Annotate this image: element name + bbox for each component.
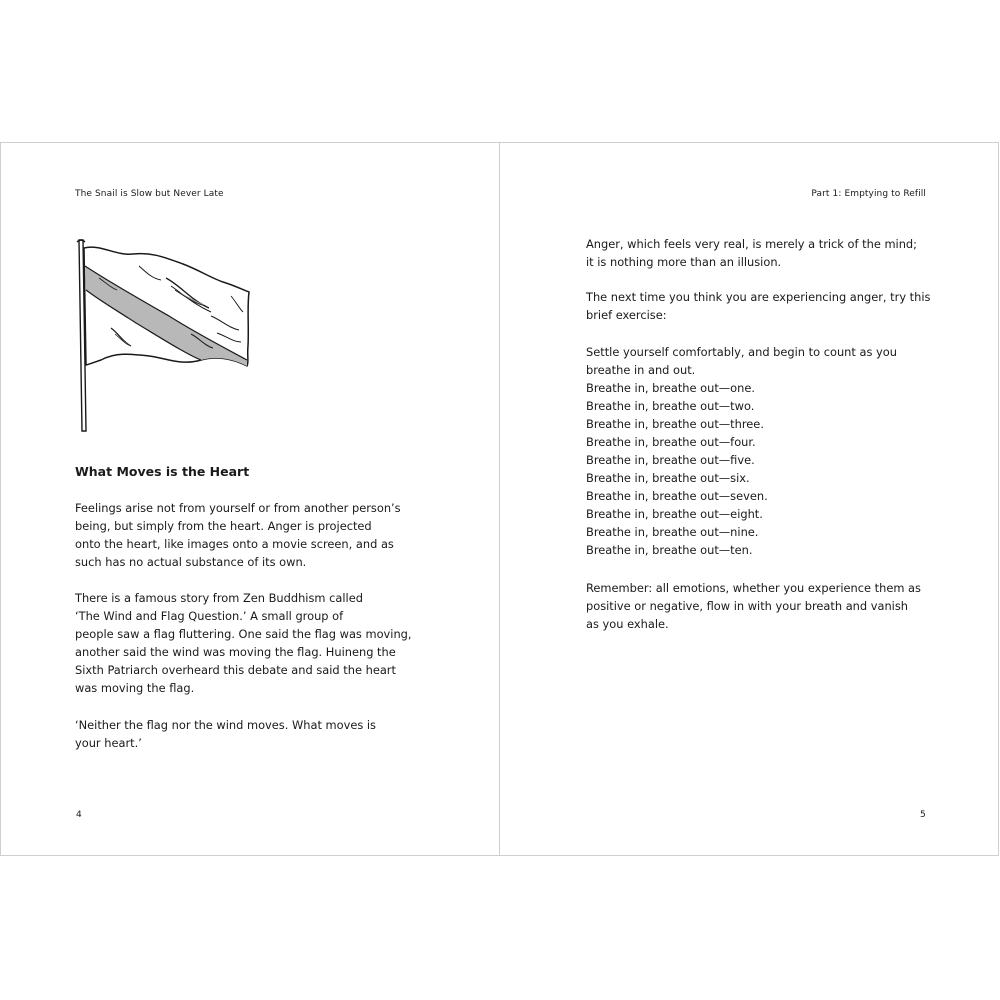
book-spread — [0, 142, 999, 856]
text-line: such has no actual substance of its own. — [75, 555, 307, 569]
right-paragraph-2 — [586, 288, 930, 324]
text-line: Breathe in, breathe out—eight. — [586, 507, 763, 521]
text-line: onto the heart, like images onto a movie screen, and as — [75, 537, 394, 551]
text-line: another said the wind was moving the flag. Huineng the — [75, 645, 396, 659]
right-paragraph-4 — [586, 579, 921, 633]
right-paragraph-3 — [586, 343, 897, 559]
text-line: Anger, which feels very real, is merely a trick of the mind; — [586, 237, 917, 251]
text-line: Feelings arise not from yourself or from another person’s — [75, 501, 401, 515]
text-line: Breathe in, breathe out—nine. — [586, 525, 759, 539]
page-number-left: 4 — [76, 810, 82, 820]
left-paragraph-2 — [75, 589, 412, 697]
right-page — [500, 143, 999, 855]
text-line: Breathe in, breathe out—two. — [586, 399, 755, 413]
text-line: ‘Neither the flag nor the wind moves. What moves is — [75, 718, 376, 732]
text-line: Breathe in, breathe out—ten. — [586, 543, 753, 557]
text-line: as you exhale. — [586, 617, 669, 631]
text-line: people saw a flag fluttering. One said the flag was moving, — [75, 627, 412, 641]
text-line: positive or negative, flow in with your breath and vanish — [586, 599, 909, 613]
left-paragraph-1 — [75, 499, 401, 571]
page-number-right: 5 — [920, 810, 926, 820]
section-heading: What Moves is the Heart — [75, 464, 250, 479]
text-line: brief exercise: — [586, 308, 667, 322]
right-paragraph-1 — [586, 235, 917, 271]
running-head-left: The Snail is Slow but Never Late — [75, 189, 224, 199]
text-line: Breathe in, breathe out—seven. — [586, 489, 768, 503]
text-line: There is a famous story from Zen Buddhism called — [75, 591, 363, 605]
text-line: was moving the flag. — [75, 681, 195, 695]
text-line: Breathe in, breathe out—one. — [586, 381, 756, 395]
left-paragraph-3 — [75, 716, 376, 752]
text-line: The next time you think you are experiencing anger, try this — [586, 290, 931, 304]
left-page — [1, 143, 500, 855]
text-line: Breathe in, breathe out—five. — [586, 453, 755, 467]
text-line: ‘The Wind and Flag Question.’ A small group of — [75, 609, 344, 623]
text-line: Sixth Patriarch overheard this debate and said the heart — [75, 663, 396, 677]
text-line: Breathe in, breathe out—three. — [586, 417, 764, 431]
text-line: Settle yourself comfortably, and begin to count as you — [586, 345, 897, 359]
text-line: breathe in and out. — [586, 363, 696, 377]
text-line: it is nothing more than an illusion. — [586, 255, 782, 269]
text-line: being, but simply from the heart. Anger is projected — [75, 519, 372, 533]
text-line: Remember: all emotions, whether you experience them as — [586, 581, 921, 595]
text-line: Breathe in, breathe out—six. — [586, 471, 750, 485]
text-line: Breathe in, breathe out—four. — [586, 435, 756, 449]
running-head-right: Part 1: Emptying to Refill — [811, 189, 926, 199]
waving-flag-icon — [71, 238, 251, 433]
text-line: your heart.’ — [75, 736, 142, 750]
